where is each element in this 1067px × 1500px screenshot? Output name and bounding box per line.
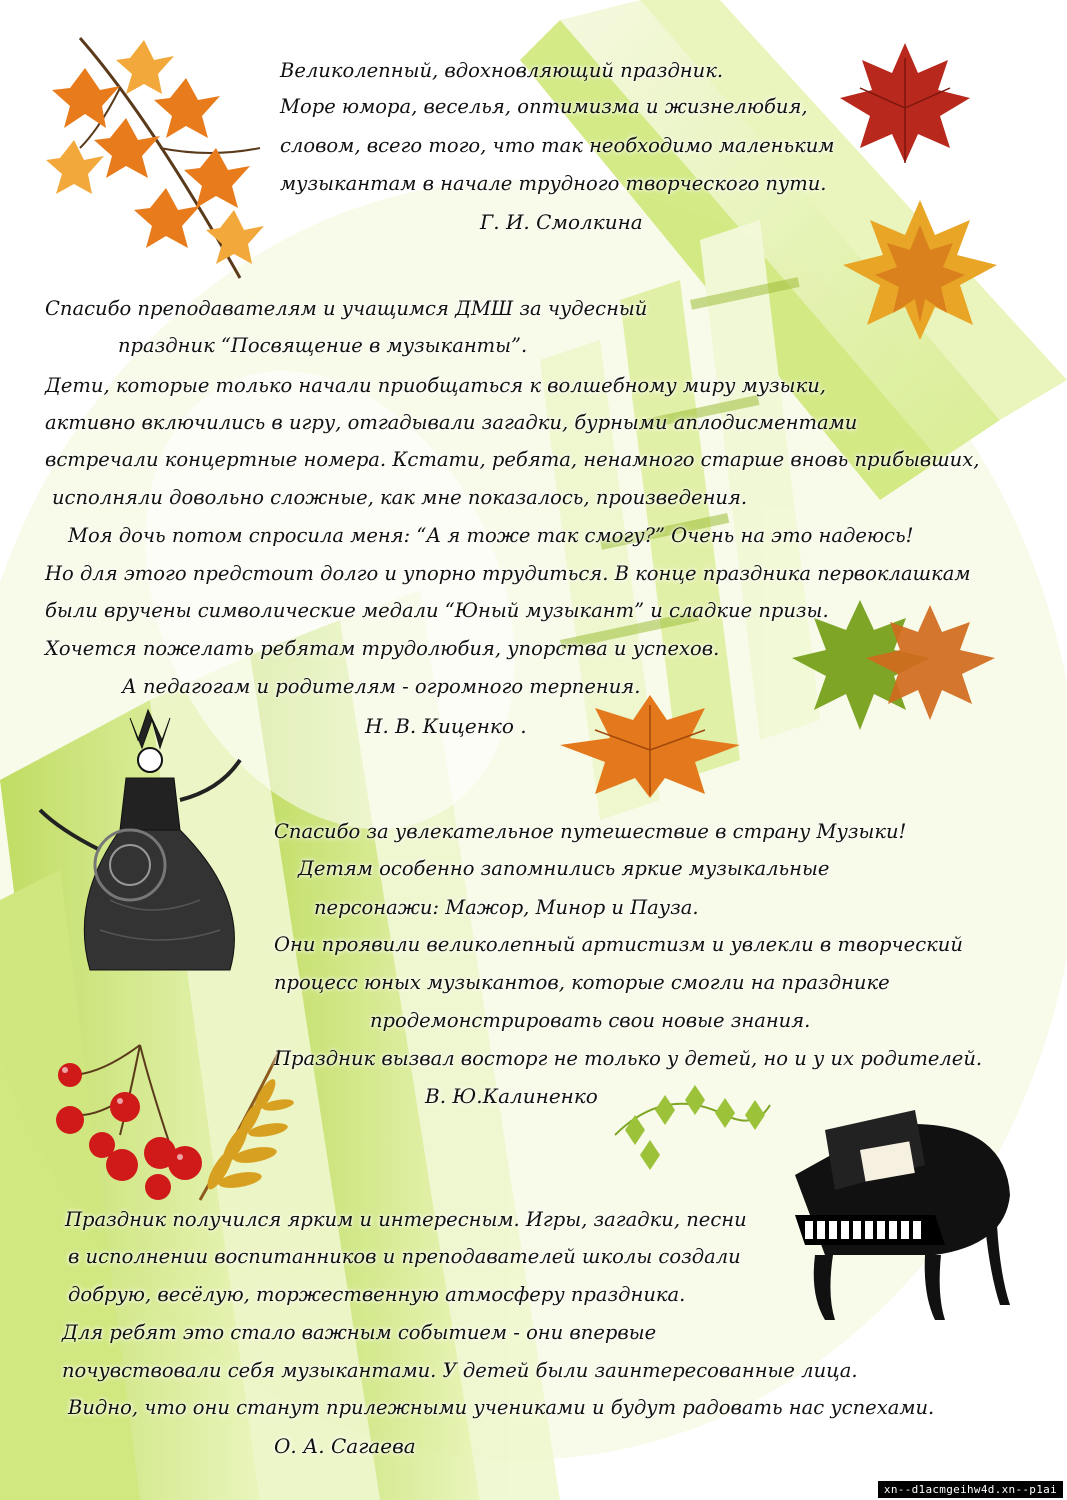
text-line: Хочется пожелать ребятам трудолюбия, упорства и успехов. — [45, 637, 720, 660]
text-line: музыкантам в начале трудного творческого пути. — [280, 172, 827, 195]
text-line: Для ребят это стало важным событием - они впервые — [62, 1321, 657, 1344]
text-line: Но для этого предстоит долго и упорно трудиться. В конце праздника первоклашкам — [45, 562, 971, 585]
text-line: в исполнении воспитанников и преподавателей школы создали — [68, 1245, 741, 1268]
text-line: добрую, весёлую, торжественную атмосферу праздника. — [68, 1283, 686, 1306]
text-line: Море юмора, веселья, оптимизма и жизнелюбия, — [280, 95, 808, 118]
text-line: Праздник вызвал восторг не только у детей, но и у их родителей. — [274, 1047, 983, 1070]
text-line: встречали концертные номера. Кстати, ребята, ненамного старше вновь прибывших, — [45, 448, 980, 471]
text-line: Дети, которые только начали приобщаться к волшебному миру музыки, — [45, 374, 826, 397]
text-line: продемонстрировать свои новые знания. — [370, 1009, 811, 1032]
orange-leaf-icon — [555, 690, 745, 800]
text-line: Детям особенно запомнились яркие музыкальные — [298, 857, 830, 880]
green-vine-icon — [605, 1075, 775, 1175]
author-signature: О. А. Сагаева — [274, 1434, 416, 1458]
text-line: Великолепный, вдохновляющий праздник. — [280, 59, 724, 82]
maple-branch-icon — [40, 28, 290, 288]
site-watermark: xn--d1acmgeihw4d.xn--p1ai — [878, 1481, 1063, 1498]
text-line: почувствовали себя музыкантами. У детей были заинтересованные лица. — [62, 1359, 858, 1382]
author-signature: Н. В. Киценко . — [365, 714, 527, 738]
text-line: Спасибо за увлекательное путешествие в страну Музыки! — [274, 820, 907, 843]
text-line: персонажи: Мажор, Минор и Пауза. — [314, 896, 699, 919]
text-line: были вручены символические медали “Юный музыкант” и сладкие призы. — [45, 599, 829, 622]
author-signature: Г. И. Смолкина — [480, 210, 643, 234]
fairy-figure-illustration — [30, 700, 270, 980]
text-line: Спасибо преподавателям и учащимся ДМШ за чудесный — [45, 297, 648, 320]
text-line: активно включились в игру, отгадывали загадки, бурными аплодисментами — [45, 411, 858, 434]
text-line: Видно, что они станут прилежными учениками и будут радовать нас успехами. — [68, 1396, 935, 1419]
text-line: процесс юных музыкантов, которые смогли на празднике — [274, 971, 890, 994]
text-line: Моя дочь потом спросила меня: “А я тоже так смогу?” Очень на это надеюсь! — [68, 524, 914, 547]
text-line: Праздник получился ярким и интересным. Игры, загадки, песни — [65, 1208, 747, 1231]
text-line: словом, всего того, что так необходимо маленьким — [280, 134, 835, 157]
text-line: исполняли довольно сложные, как мне показалось, произведения. — [52, 486, 748, 509]
author-signature: В. Ю.Калиненко — [425, 1084, 598, 1108]
red-maple-leaf-icon — [830, 38, 980, 168]
grand-piano-icon — [765, 1105, 1020, 1325]
yellow-maple-leaf-icon — [835, 195, 1005, 345]
text-line: Они проявили великолепный артистизм и увлекли в творческий — [274, 933, 963, 956]
text-line: А педагогам и родителям - огромного терпения. — [122, 675, 641, 698]
text-line: праздник “Посвящение в музыканты”. — [118, 334, 528, 357]
